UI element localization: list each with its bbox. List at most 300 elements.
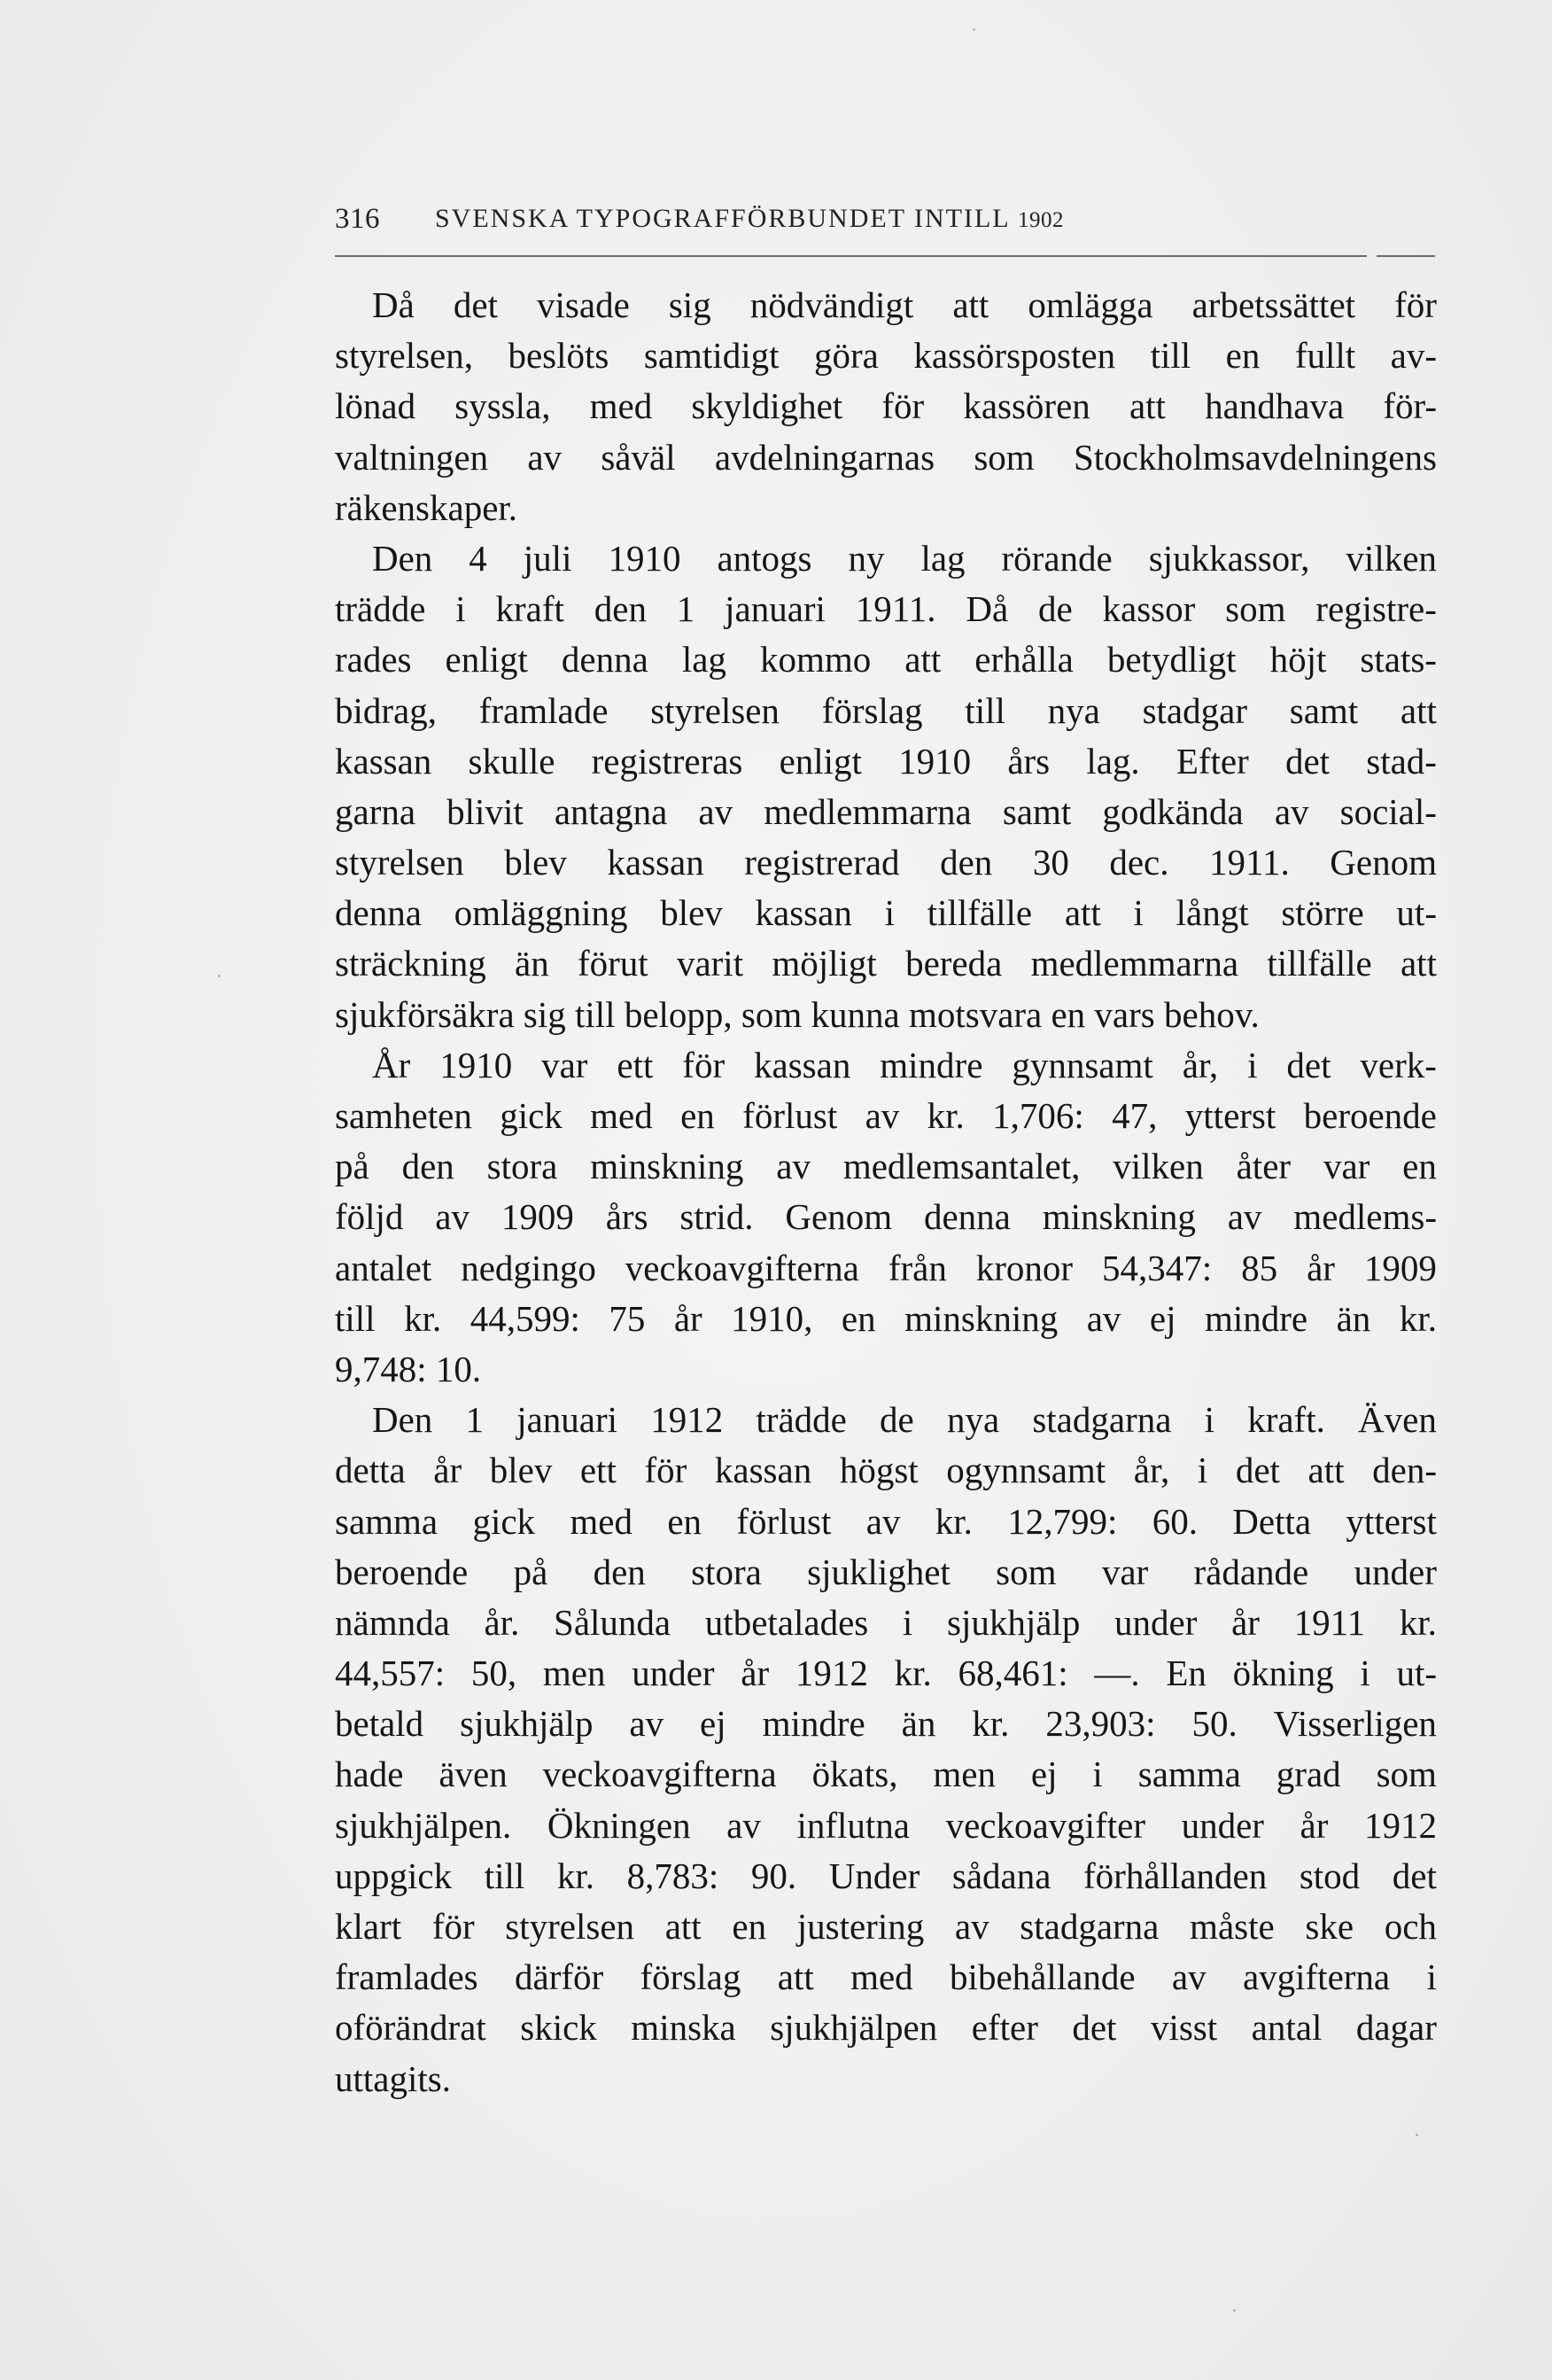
word: gick [500, 1095, 563, 1136]
word: styrelsen [650, 689, 780, 731]
word: 54,347: [1102, 1247, 1213, 1288]
word: det [1392, 1855, 1437, 1896]
word: valtningen [335, 436, 489, 478]
word: bibehållande [950, 1956, 1136, 1998]
word: utbetalades [704, 1601, 869, 1643]
word: social- [1339, 790, 1437, 832]
paragraph [335, 280, 1437, 533]
word: de [880, 1399, 914, 1441]
word: av [1227, 1196, 1262, 1238]
word: trädde [335, 588, 426, 630]
word: medlems- [1293, 1196, 1437, 1238]
word: att [664, 1906, 702, 1947]
word: det [1286, 1044, 1331, 1085]
text-line [335, 1243, 1437, 1294]
word: nya [946, 1399, 1000, 1441]
word: i [1360, 1653, 1370, 1694]
word: gick [472, 1500, 536, 1542]
text-line [335, 1040, 1437, 1091]
text-line [335, 280, 1437, 331]
word: sig [668, 284, 711, 325]
word: minskning [904, 1297, 1059, 1339]
paper-speck [1416, 2134, 1418, 2136]
paragraph [335, 1040, 1437, 1395]
word: handhava [1205, 385, 1345, 427]
word: ej [1149, 1297, 1176, 1339]
word: 68,461: [958, 1653, 1068, 1694]
word: rörande [1001, 537, 1113, 579]
word: i [1092, 1754, 1103, 1795]
word: nämnda [335, 1601, 450, 1643]
word: ut- [1396, 1653, 1437, 1694]
word: samma [335, 1500, 438, 1542]
word: veckoavgifterna [542, 1754, 777, 1795]
word: av [865, 1095, 900, 1136]
word: för [682, 1044, 726, 1085]
text-line [335, 888, 1437, 938]
word: bereda [905, 943, 1003, 984]
word: stadgar [1142, 689, 1247, 731]
word: som [974, 436, 1035, 478]
word: styrelsen [505, 1906, 635, 1947]
text-line [335, 1547, 1437, 1598]
word: ogynnsamt [946, 1450, 1106, 1491]
word: avdelningarnas [714, 436, 935, 478]
text-line [335, 432, 1437, 483]
word: än [901, 1703, 936, 1745]
word: 1912 [650, 1399, 724, 1441]
word: 85 [1241, 1247, 1278, 1288]
word: av [1171, 1956, 1207, 1998]
word: denna [923, 1196, 1011, 1238]
word: År [372, 1044, 411, 1085]
text-line [335, 1294, 1437, 1344]
word: även [438, 1754, 508, 1795]
word: beroende [335, 1551, 469, 1592]
word: 44,557: [335, 1653, 446, 1694]
word: denna [561, 639, 648, 681]
word: förslag [640, 1956, 741, 1998]
word: det [453, 284, 498, 325]
word: kassan [755, 892, 852, 934]
running-title-year: 1902 [1018, 208, 1065, 232]
word: av [1086, 1297, 1121, 1339]
word: antalet [335, 1247, 432, 1288]
word: fullt [1294, 335, 1356, 377]
word: skick [520, 2007, 597, 2049]
word: 30 [1032, 842, 1069, 883]
word: mindre [762, 1703, 865, 1745]
text-line [335, 1445, 1437, 1496]
word: sträckning [335, 943, 486, 984]
word: samheten [335, 1095, 472, 1136]
word: 50. [1191, 1703, 1238, 1745]
word: Genom [785, 1196, 893, 1238]
word: tillfälle [927, 892, 1033, 934]
word: efter [971, 2007, 1038, 2049]
word: Detta [1232, 1500, 1312, 1542]
word: att [777, 1956, 814, 1998]
word: Ökningen [547, 1804, 691, 1846]
text-line [335, 584, 1437, 634]
word: större [1281, 892, 1364, 934]
header-rule [335, 255, 1437, 257]
word: en [1225, 335, 1261, 377]
word: denna [335, 892, 422, 934]
word: för- [1383, 385, 1437, 427]
word: enligt [779, 740, 862, 782]
text-line [335, 736, 1437, 787]
word: än [515, 943, 549, 984]
word: kraft. [1247, 1399, 1325, 1441]
text-line: sjukförsäkra sig till belopp, som kunna motsvara en vars behov. [335, 993, 1260, 1035]
word: 44,599: [469, 1297, 580, 1339]
word: kassörsposten [913, 335, 1116, 377]
word: stora [486, 1146, 558, 1187]
word: som [1376, 1754, 1437, 1795]
text-line: 9,748: 10. [335, 1348, 482, 1389]
word: högst [839, 1450, 919, 1491]
word: för [1394, 284, 1437, 325]
running-head [335, 197, 1437, 241]
word: klart [335, 1906, 402, 1947]
word: bidrag, [335, 689, 437, 731]
word: syssla, [454, 385, 551, 427]
text-line [335, 1952, 1437, 2003]
word: för [644, 1450, 687, 1491]
word: januari [725, 588, 826, 630]
word: i [455, 588, 466, 630]
word: stod [1299, 1855, 1361, 1896]
word: lag [920, 537, 966, 579]
word: blev [660, 892, 723, 934]
word: 1910 [608, 537, 681, 579]
word: den [593, 1551, 646, 1592]
text-line [335, 1902, 1437, 1952]
word: samt [1002, 790, 1072, 832]
word: till [1150, 335, 1191, 377]
word: följd [335, 1196, 404, 1238]
word: minskning [1042, 1196, 1196, 1238]
word: vilken [1113, 1146, 1204, 1187]
text-line [335, 1749, 1437, 1800]
word: kommo [759, 639, 872, 681]
word: i [902, 1601, 913, 1643]
word: kr. [1399, 1297, 1437, 1339]
word: antal [1251, 2007, 1323, 2049]
word: betydligt [1106, 639, 1237, 681]
word: ut- [1396, 892, 1437, 934]
running-title-text: SVENSKA TYPOGRAFFÖRBUNDET INTILL [435, 204, 1010, 233]
word: Även [1358, 1399, 1437, 1441]
word: influtna [796, 1804, 910, 1846]
word: varit [676, 943, 744, 984]
text-line [335, 686, 1437, 736]
word: mindre [1204, 1297, 1308, 1339]
word: enligt [445, 639, 528, 681]
word: medlemmarna [764, 790, 972, 832]
word: 1911. [1209, 842, 1290, 883]
word: kraft [495, 588, 564, 630]
word: 47, [1112, 1095, 1158, 1136]
word: omläggning [454, 892, 628, 934]
word: 1910 [898, 740, 972, 782]
word: förut [578, 943, 648, 984]
text-line [335, 938, 1437, 989]
word: men [542, 1653, 606, 1694]
word: betald [335, 1703, 424, 1745]
word: kronor [975, 1247, 1074, 1288]
word: göra [813, 335, 879, 377]
text-line [335, 1598, 1437, 1648]
word: kr. [1399, 1601, 1437, 1643]
word: 1910 [439, 1044, 513, 1085]
word: nödvändigt [749, 284, 914, 325]
word: av [865, 1500, 901, 1542]
text-line [335, 1497, 1437, 1547]
word: sjukhjälp [947, 1601, 1081, 1643]
word: måste [1190, 1906, 1275, 1947]
word: minskning [590, 1146, 744, 1187]
word: 12,799: [1007, 1500, 1118, 1542]
word: höjt [1269, 639, 1327, 681]
word: kassören [963, 385, 1090, 427]
word: kassor [1102, 588, 1196, 630]
word: lag. [1086, 740, 1140, 782]
word: trädde [756, 1399, 847, 1441]
word: års [605, 1196, 648, 1238]
word: juli [523, 537, 572, 579]
word: samt [1289, 689, 1359, 731]
word: ett [617, 1044, 654, 1085]
word: långt [1176, 892, 1249, 934]
word: beslöts [508, 335, 609, 377]
word: dagar [1355, 2007, 1437, 2049]
word: var [541, 1044, 588, 1085]
word: år, [1182, 1044, 1219, 1085]
word: under [1114, 1601, 1198, 1643]
text-line [335, 1648, 1437, 1699]
word: 1 [676, 588, 695, 630]
word: antagna [554, 790, 668, 832]
word: januari [516, 1399, 618, 1441]
text-line [335, 787, 1437, 837]
word: visade [537, 284, 630, 325]
word: tillfälle [1267, 943, 1372, 984]
word: av [698, 790, 733, 832]
word: att [904, 639, 942, 681]
word: lag [681, 639, 726, 681]
word: en [667, 1500, 702, 1542]
word: Efter [1176, 740, 1249, 782]
word: kr. [927, 1095, 965, 1136]
word: lönad [335, 385, 416, 427]
word: år [741, 1653, 770, 1694]
word: sådana [951, 1855, 1051, 1896]
word: oförändrat [335, 2007, 486, 2049]
word: att [1400, 689, 1437, 731]
text-line [335, 2003, 1437, 2053]
word: framlades [335, 1956, 478, 1998]
word: 1912 [1363, 1804, 1437, 1846]
word: 1912 [795, 1653, 868, 1694]
paper-speck [1233, 2309, 1236, 2312]
word: styrelsen, [335, 335, 473, 377]
word: åter [1236, 1146, 1292, 1187]
word: visst [1150, 2007, 1218, 2049]
word: Visserligen [1273, 1703, 1437, 1745]
word: strid. [679, 1196, 754, 1238]
word: Den [372, 537, 433, 579]
word: medlemsantalet, [842, 1146, 1081, 1187]
word: 1911 [1293, 1601, 1366, 1643]
word: samtidigt [643, 335, 780, 377]
word: möjligt [772, 943, 877, 984]
word: det [1072, 2007, 1117, 2049]
header-rule-tail [1377, 255, 1435, 257]
word: stats- [1360, 639, 1437, 681]
word: med [589, 385, 653, 427]
word: 4 [469, 537, 487, 579]
word: blivit [446, 790, 524, 832]
word: sjuklighet [807, 1551, 951, 1592]
word: förhållanden [1083, 1855, 1268, 1896]
word: rades [335, 639, 412, 681]
word: stadgarna [1020, 1906, 1160, 1947]
word: år, [1133, 1450, 1170, 1491]
word: kassan [714, 1450, 812, 1491]
word: till [484, 1855, 525, 1896]
word: sjukhjälp [460, 1703, 594, 1745]
word: ökats, [811, 1754, 898, 1795]
word: i [1197, 1450, 1208, 1491]
word: antogs [717, 537, 812, 579]
word: En [1166, 1653, 1207, 1694]
word: den [401, 1146, 454, 1187]
word: mindre [880, 1044, 983, 1085]
word: blev [504, 842, 567, 883]
word: framlade [478, 689, 609, 731]
word: var [1101, 1551, 1149, 1592]
word: 1 [465, 1399, 484, 1441]
word: i [1204, 1399, 1215, 1441]
word: en [732, 1906, 767, 1947]
word: ett [579, 1450, 617, 1491]
word: år [1300, 1804, 1329, 1846]
word: från [888, 1247, 947, 1288]
word: ytterst [1184, 1095, 1277, 1136]
text-line [335, 381, 1437, 432]
word: kr. [894, 1653, 932, 1694]
text-line [335, 1851, 1437, 1902]
word: registreras [591, 740, 743, 782]
text-line [335, 1141, 1437, 1192]
word: skulle [468, 740, 555, 782]
word: blev [489, 1450, 553, 1491]
word: under [1181, 1804, 1264, 1846]
paper-speck [973, 28, 975, 31]
word: kassan [607, 842, 704, 883]
word: år [433, 1450, 462, 1491]
word: avgifterna [1242, 1956, 1391, 1998]
word: med [590, 1095, 653, 1136]
word: som [996, 1551, 1057, 1592]
text-line [335, 634, 1437, 685]
word: var [1323, 1146, 1370, 1187]
text-line [335, 331, 1437, 381]
word: på [335, 1146, 369, 1187]
word: —. [1094, 1653, 1140, 1694]
word: av [954, 1906, 989, 1947]
word: veckoavgifter [945, 1804, 1145, 1846]
page-number: 316 [335, 203, 380, 235]
word: 8,783: [626, 1855, 719, 1896]
word: såväl [601, 436, 676, 478]
word: att [1308, 1450, 1345, 1491]
word: justering [796, 1906, 925, 1947]
word: Då [372, 284, 415, 325]
word: beroende [1303, 1095, 1437, 1136]
word: 90. [750, 1855, 797, 1896]
word: kassan [754, 1044, 851, 1085]
text-line: uttagits. [335, 2057, 451, 2099]
word: kr. [972, 1703, 1010, 1745]
word: sjukkassor, [1148, 537, 1310, 579]
word: de [1037, 588, 1073, 630]
word: av [776, 1146, 811, 1187]
paragraph [335, 1395, 1437, 2104]
word: förlust [736, 1500, 832, 1542]
word: att [952, 284, 989, 325]
word: men [933, 1754, 996, 1795]
word: erhålla [974, 639, 1074, 681]
word: hade [335, 1754, 404, 1795]
word: och [1384, 1906, 1437, 1947]
word: 1,706: [992, 1095, 1084, 1136]
word: i [884, 892, 895, 934]
word: under [632, 1653, 715, 1694]
word: skyldighet [691, 385, 843, 427]
word: grad [1276, 1754, 1341, 1795]
word: av [1274, 790, 1309, 832]
word: till [335, 1297, 376, 1339]
word: stora [691, 1551, 762, 1592]
word: år [1307, 1247, 1335, 1288]
word: styrelsen [335, 842, 464, 883]
word: 60. [1152, 1500, 1198, 1542]
word: i [1247, 1044, 1258, 1085]
text-line [335, 1091, 1437, 1141]
word: 1909 [501, 1196, 574, 1238]
word: en [1402, 1146, 1437, 1187]
word: ej [1030, 1754, 1058, 1795]
word: ny [848, 537, 885, 579]
paragraph [335, 533, 1437, 1040]
word: nedgingo [461, 1247, 596, 1288]
word: som [1225, 588, 1286, 630]
word: till [965, 689, 1005, 731]
word: en [841, 1297, 876, 1339]
word: det [1284, 740, 1331, 782]
header-rule-main [335, 255, 1367, 257]
word: att [1129, 385, 1166, 427]
word: garna [335, 790, 416, 832]
word: att [1400, 943, 1437, 984]
word: en [680, 1095, 715, 1136]
text-line [335, 1395, 1437, 1445]
word: den [940, 842, 993, 883]
word: av- [1390, 335, 1437, 377]
